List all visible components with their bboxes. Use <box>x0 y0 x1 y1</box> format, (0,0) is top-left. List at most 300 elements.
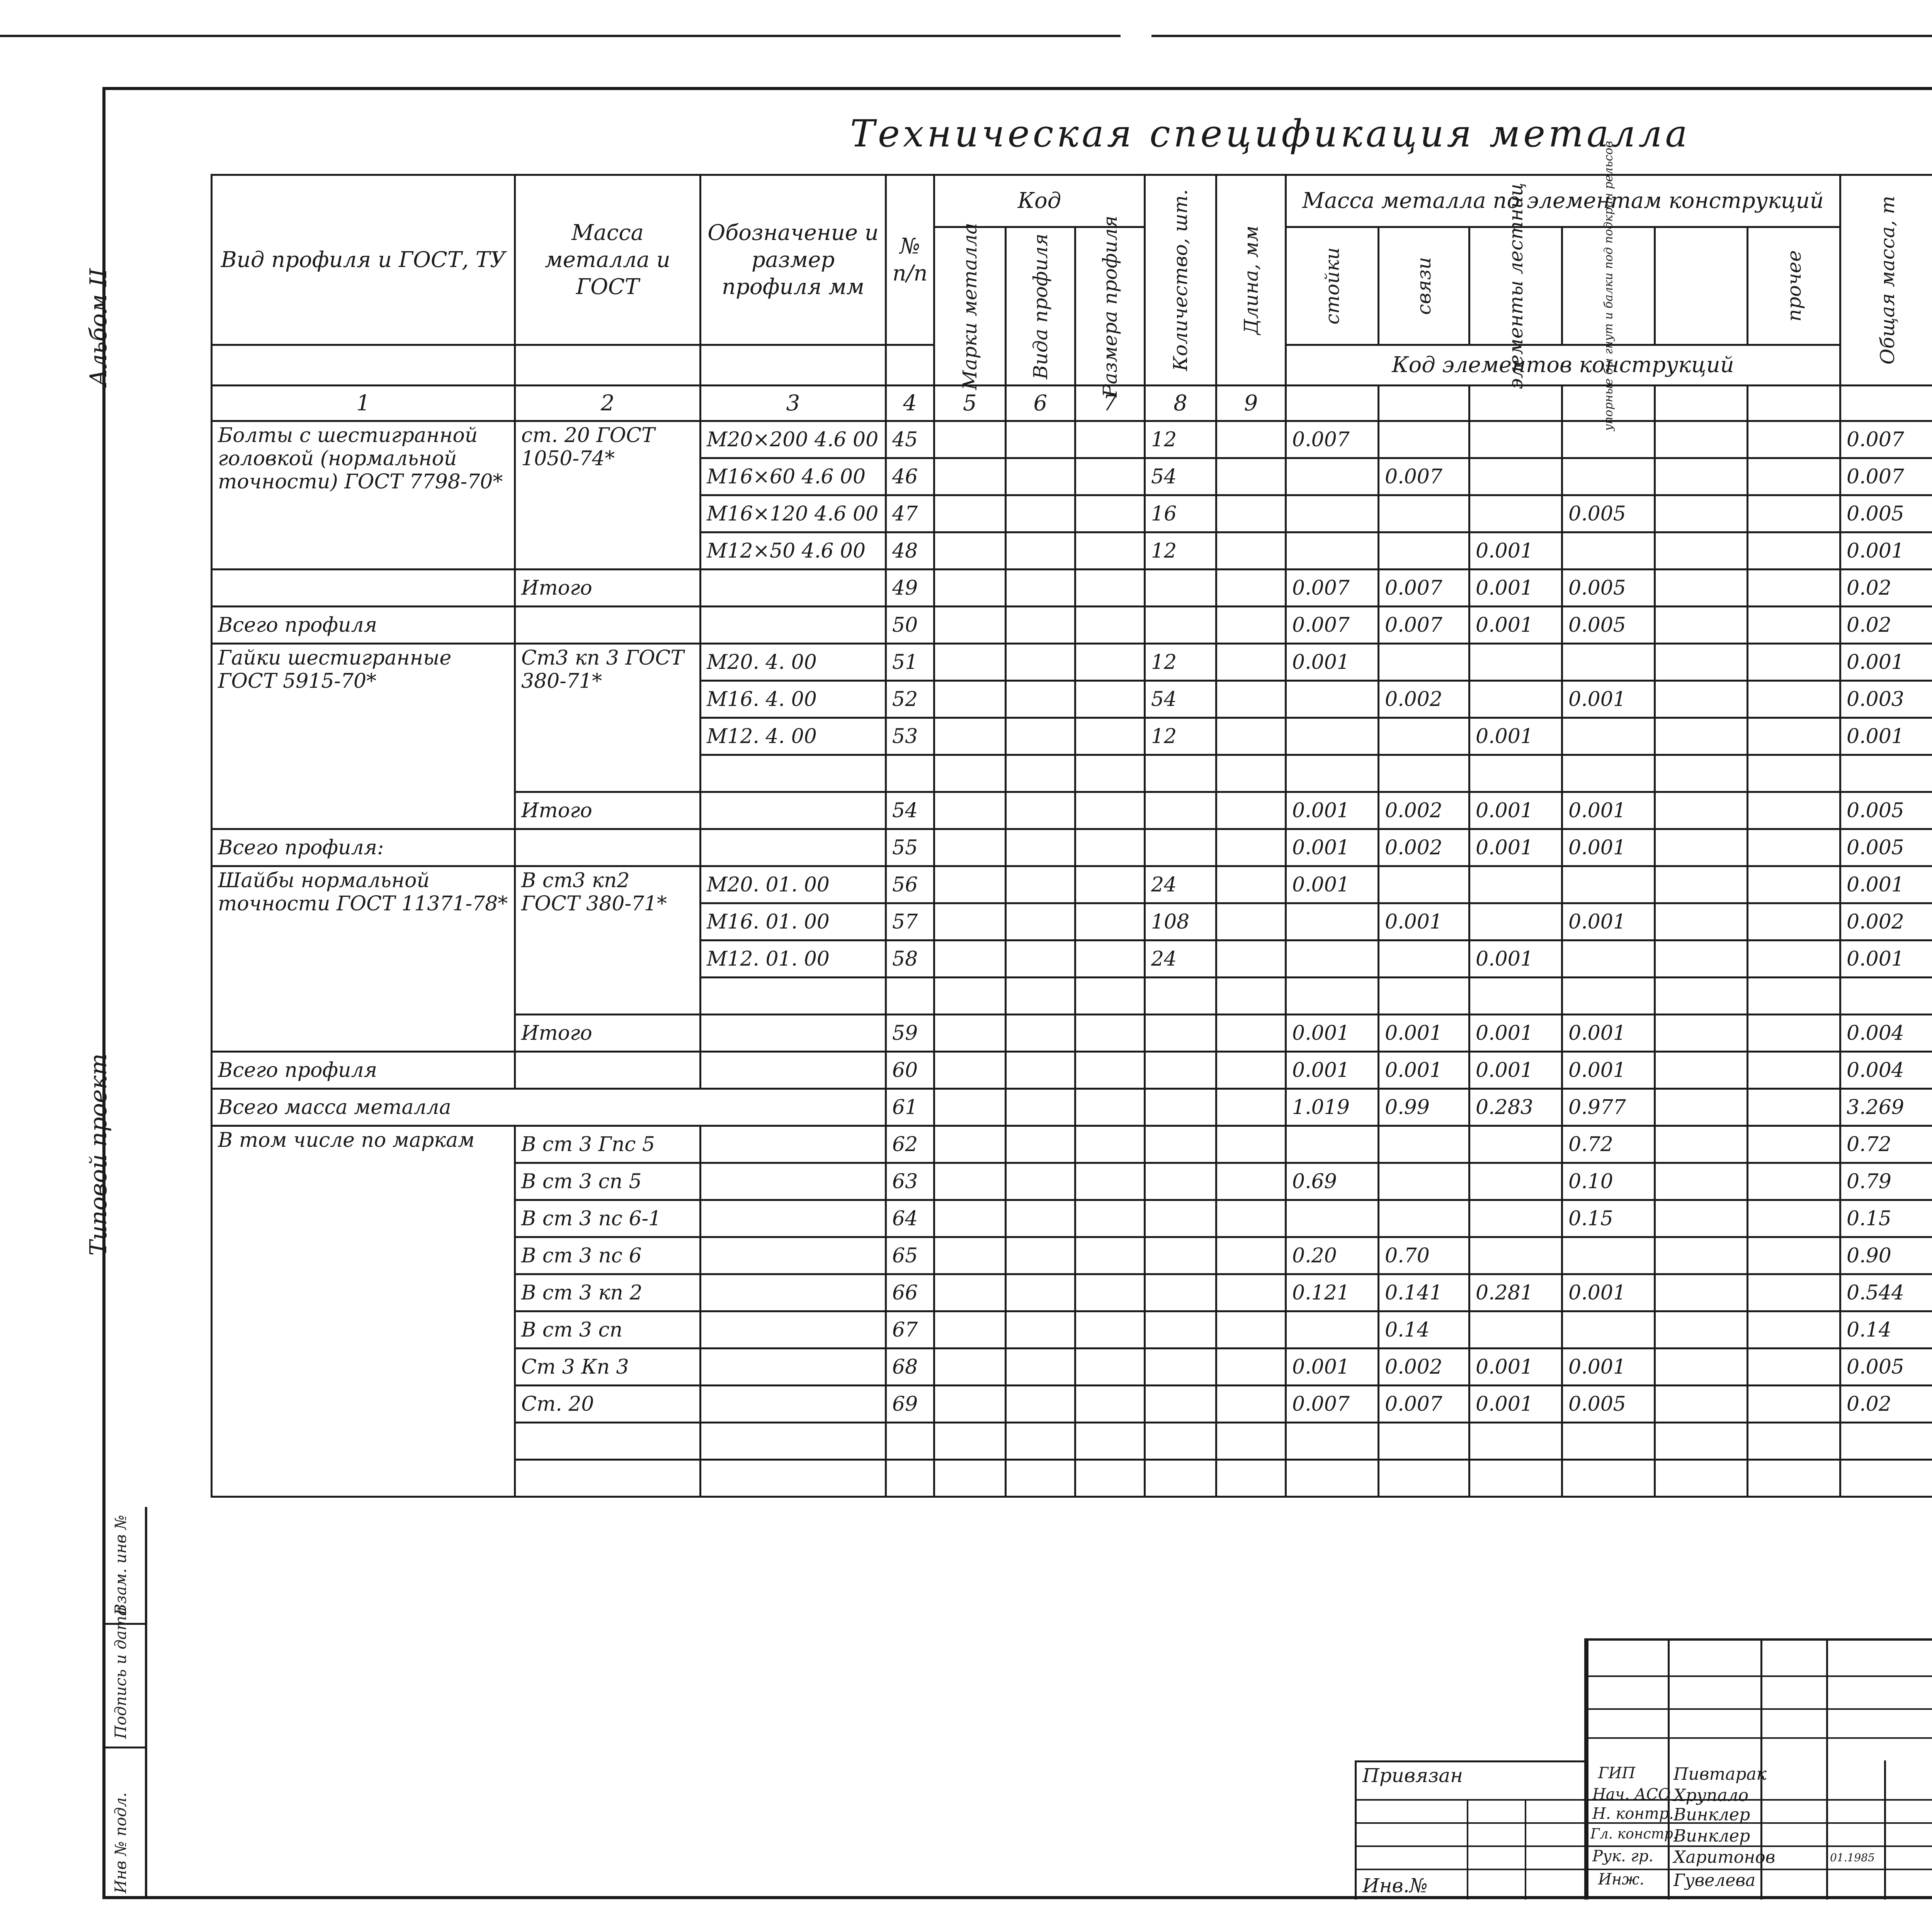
metal-grade-cell: Ст 3 Кп 3 <box>515 1349 701 1386</box>
code-metal-cell <box>934 458 1006 495</box>
mass-crane-cell: 0.001 <box>1562 1052 1655 1089</box>
mass-bracing-cell <box>1379 495 1469 532</box>
code-profile-cell <box>1006 421 1075 458</box>
mass-crane-cell: 0.005 <box>1562 1386 1655 1423</box>
row-number-cell: 45 <box>886 421 934 458</box>
code-profile-cell <box>1006 1237 1075 1274</box>
profile-description: Шайбы нормальной точности ГОСТ 11371-78* <box>212 866 515 1052</box>
header-quantity: Количество, шт. <box>1145 175 1216 386</box>
mass-bracing-cell <box>1379 532 1469 570</box>
length-cell <box>1216 421 1286 458</box>
colnum-1: 1 <box>212 386 515 421</box>
row-number-cell <box>886 1460 934 1497</box>
mass-other-cell <box>1748 607 1840 644</box>
mass-bracing-cell: 0.70 <box>1379 1237 1469 1274</box>
metal-grade-cell: В ст 3 сп <box>515 1311 701 1349</box>
album-label: Альбом II <box>85 268 112 386</box>
mass-bracing-cell: 0.007 <box>1379 1386 1469 1423</box>
code-profile-cell <box>1006 1423 1075 1460</box>
code-metal-cell <box>934 903 1006 940</box>
total-mass-cell: 0.004 <box>1840 1015 1932 1052</box>
quantity-cell <box>1145 1163 1216 1200</box>
quantity-cell <box>1145 1200 1216 1237</box>
code-profile-cell <box>1006 866 1075 903</box>
mass-other-cell <box>1748 1200 1840 1237</box>
mass-other-cell <box>1748 1386 1840 1423</box>
mass-columns-cell <box>1286 1460 1379 1497</box>
mass-bracing-cell <box>1379 1423 1469 1460</box>
row-number-cell: 63 <box>886 1163 934 1200</box>
mass-columns-cell <box>1286 755 1379 792</box>
code-metal-cell <box>934 1423 1006 1460</box>
quantity-cell <box>1145 792 1216 829</box>
mass-crane-cell: 0.72 <box>1562 1126 1655 1163</box>
header-code-metal-grade: Марки металла <box>934 227 1006 386</box>
code-size-cell <box>1075 866 1145 903</box>
name-3: Винклер <box>1673 1805 1750 1825</box>
length-cell <box>1216 1423 1286 1460</box>
mass-crane-cell <box>1562 718 1655 755</box>
name-4: Винклер <box>1673 1826 1750 1846</box>
row-number-cell: 67 <box>886 1311 934 1349</box>
code-metal-cell <box>934 718 1006 755</box>
mass-columns-cell <box>1286 903 1379 940</box>
code-size-cell <box>1075 1163 1145 1200</box>
code-size-cell <box>1075 532 1145 570</box>
mass-blank-cell <box>1655 755 1748 792</box>
length-cell <box>1216 718 1286 755</box>
code-profile-cell <box>1006 681 1075 718</box>
mass-other-cell <box>1748 1349 1840 1386</box>
designation-cell: М20. 01. 00 <box>701 866 886 903</box>
row-number-cell: 58 <box>886 940 934 978</box>
total-mass-cell: 0.544 <box>1840 1274 1932 1311</box>
mass-stairs-cell <box>1469 903 1562 940</box>
code-size-cell <box>1075 607 1145 644</box>
mass-bracing-cell: 0.99 <box>1379 1089 1469 1126</box>
mass-stairs-cell: 0.001 <box>1469 940 1562 978</box>
length-cell <box>1216 1311 1286 1349</box>
quantity-cell <box>1145 1126 1216 1163</box>
mass-other-cell <box>1748 570 1840 607</box>
mass-stairs-cell <box>1469 1126 1562 1163</box>
mass-stairs-cell: 0.001 <box>1469 792 1562 829</box>
mass-columns-cell: 0.001 <box>1286 644 1379 681</box>
length-cell <box>1216 1274 1286 1311</box>
code-metal-cell <box>934 570 1006 607</box>
header-profile-type: Вид профиля и ГОСТ, ТУ <box>212 175 515 345</box>
length-cell <box>1216 1089 1286 1126</box>
length-cell <box>1216 1200 1286 1237</box>
code-profile-cell <box>1006 1163 1075 1200</box>
mass-other-cell <box>1748 978 1840 1015</box>
mass-stairs-cell: 0.001 <box>1469 532 1562 570</box>
mass-stairs-cell <box>1469 866 1562 903</box>
code-size-cell <box>1075 1200 1145 1237</box>
metal-grade-cell: Итого <box>515 792 701 829</box>
designation-cell <box>701 829 886 866</box>
mass-crane-cell: 0.001 <box>1562 1274 1655 1311</box>
mass-columns-cell: 0.001 <box>1286 792 1379 829</box>
colnum-4: 4 <box>886 386 934 421</box>
mass-other-cell <box>1748 1460 1840 1497</box>
code-size-cell <box>1075 792 1145 829</box>
profile-cell <box>212 570 515 607</box>
designation-cell: М16×60 4.6 00 <box>701 458 886 495</box>
row-number-cell: 49 <box>886 570 934 607</box>
table-row <box>212 1089 1932 1126</box>
length-cell <box>1216 681 1286 718</box>
mass-blank-cell <box>1655 1386 1748 1423</box>
mass-bracing-cell <box>1379 866 1469 903</box>
mass-columns-cell: 0.001 <box>1286 829 1379 866</box>
quantity-cell <box>1145 1274 1216 1311</box>
spec-table <box>211 141 1932 1498</box>
mass-crane-cell: 0.001 <box>1562 1349 1655 1386</box>
table-row <box>212 570 1932 607</box>
code-profile-cell <box>1006 1460 1075 1497</box>
code-size-cell <box>1075 681 1145 718</box>
mass-blank-cell <box>1655 1126 1748 1163</box>
mass-columns-cell: 0.001 <box>1286 1052 1379 1089</box>
mass-bracing-cell <box>1379 1460 1469 1497</box>
length-cell <box>1216 755 1286 792</box>
name-5: Харитонов <box>1673 1847 1776 1867</box>
header-mass-by-elements: Масса металла по элементам конструкций <box>1286 175 1840 227</box>
mass-other-cell <box>1748 1163 1840 1200</box>
mass-stairs-cell: 0.001 <box>1469 1386 1562 1423</box>
header-code: Код <box>934 175 1145 227</box>
colnum-9: 9 <box>1216 386 1286 421</box>
designation-cell <box>701 1311 886 1349</box>
mass-other-cell <box>1748 829 1840 866</box>
code-profile-cell <box>1006 755 1075 792</box>
mass-columns-cell: 1.019 <box>1286 1089 1379 1126</box>
code-profile-cell <box>1006 940 1075 978</box>
mass-blank-cell <box>1655 681 1748 718</box>
mass-stairs-cell <box>1469 458 1562 495</box>
mass-blank-cell <box>1655 1311 1748 1349</box>
code-profile-cell <box>1006 1126 1075 1163</box>
role-1: ГИП <box>1598 1764 1636 1782</box>
profile-description: Гайки шестигранные ГОСТ 5915-70* <box>212 644 515 829</box>
total-mass-cell: 0.003 <box>1840 681 1932 718</box>
colnum-7: 7 <box>1075 386 1145 421</box>
mass-columns-cell <box>1286 1311 1379 1349</box>
designation-cell <box>701 1386 886 1423</box>
total-mass-cell: 0.005 <box>1840 829 1932 866</box>
code-metal-cell <box>934 1126 1006 1163</box>
metal-grade-cell: В ст 3 пс 6-1 <box>515 1200 701 1237</box>
sign-date: 01.1985 <box>1830 1851 1875 1864</box>
total-label: Всего профиля <box>212 607 515 644</box>
colnum-2: 2 <box>515 386 701 421</box>
mass-crane-cell <box>1562 1423 1655 1460</box>
mass-other-cell <box>1748 532 1840 570</box>
mass-blank-cell <box>1655 718 1748 755</box>
length-cell <box>1216 792 1286 829</box>
code-profile-cell <box>1006 1349 1075 1386</box>
total-mass-cell: 0.002 <box>1840 903 1932 940</box>
total-mass-cell: 0.79 <box>1840 1163 1932 1200</box>
code-profile-cell <box>1006 829 1075 866</box>
code-profile-cell <box>1006 607 1075 644</box>
quantity-cell <box>1145 1311 1216 1349</box>
metal-grade-cell: Итого <box>515 1015 701 1052</box>
stamp-signature: Подпись и дата <box>112 1606 130 1739</box>
mass-stairs-cell <box>1469 644 1562 681</box>
row-number-cell: 68 <box>886 1349 934 1386</box>
mass-stairs-cell: 0.001 <box>1469 607 1562 644</box>
mass-other-cell <box>1748 458 1840 495</box>
quantity-cell <box>1145 607 1216 644</box>
mass-other-cell <box>1748 1274 1840 1311</box>
mass-crane-cell <box>1562 644 1655 681</box>
total-mass-cell: 3.269 <box>1840 1089 1932 1126</box>
designation-cell: М12×50 4.6 00 <box>701 532 886 570</box>
quantity-cell: 12 <box>1145 718 1216 755</box>
code-profile-cell <box>1006 718 1075 755</box>
metal-grade-cell: Итого <box>515 570 701 607</box>
mass-blank-cell <box>1655 458 1748 495</box>
quantity-cell: 54 <box>1145 458 1216 495</box>
code-profile-cell <box>1006 1274 1075 1311</box>
mass-other-cell <box>1748 1311 1840 1349</box>
code-metal-cell <box>934 1386 1006 1423</box>
quantity-cell: 24 <box>1145 940 1216 978</box>
mass-crane-cell: 0.001 <box>1562 903 1655 940</box>
mass-stairs-cell <box>1469 1423 1562 1460</box>
designation-cell <box>701 978 886 1015</box>
row-number-cell: 55 <box>886 829 934 866</box>
total-mass-cell: 0.02 <box>1840 607 1932 644</box>
header-el-bracing: связи <box>1379 227 1469 345</box>
mass-other-cell <box>1748 792 1840 829</box>
mass-crane-cell <box>1562 978 1655 1015</box>
length-cell <box>1216 495 1286 532</box>
quantity-cell <box>1145 1460 1216 1497</box>
mass-other-cell <box>1748 421 1840 458</box>
mass-crane-cell: 0.005 <box>1562 607 1655 644</box>
mass-bracing-cell <box>1379 421 1469 458</box>
mass-crane-cell <box>1562 1311 1655 1349</box>
header-code-profile-type: Вида профиля <box>1006 227 1075 386</box>
header-el-columns: стойки <box>1286 227 1379 345</box>
total-mass-cell: 0.15 <box>1840 1200 1932 1237</box>
total-mass-cell: 0.007 <box>1840 421 1932 458</box>
profile-description: В том числе по маркам <box>212 1126 515 1497</box>
code-metal-cell <box>934 1163 1006 1200</box>
mass-other-cell <box>1748 1052 1840 1089</box>
code-size-cell <box>1075 1311 1145 1349</box>
mass-blank-cell <box>1655 644 1748 681</box>
table-row <box>212 607 1932 644</box>
code-metal-cell <box>934 532 1006 570</box>
mass-stairs-cell: 0.001 <box>1469 1015 1562 1052</box>
designation-cell: М20. 4. 00 <box>701 644 886 681</box>
mass-other-cell <box>1748 1237 1840 1274</box>
mass-stairs-cell <box>1469 1163 1562 1200</box>
code-size-cell <box>1075 1423 1145 1460</box>
row-number-cell: 48 <box>886 532 934 570</box>
mass-stairs-cell: 0.001 <box>1469 1349 1562 1386</box>
row-number-cell: 50 <box>886 607 934 644</box>
row-number-cell: 62 <box>886 1126 934 1163</box>
designation-cell <box>701 1163 886 1200</box>
designation-cell: М16. 4. 00 <box>701 681 886 718</box>
length-cell <box>1216 1163 1286 1200</box>
total-mass-cell: 0.90 <box>1840 1237 1932 1274</box>
mass-columns-cell <box>1286 1423 1379 1460</box>
name-1: Пивтарак <box>1673 1764 1767 1784</box>
code-size-cell <box>1075 458 1145 495</box>
row-number-cell: 47 <box>886 495 934 532</box>
quantity-cell <box>1145 1237 1216 1274</box>
row-number-cell: 57 <box>886 903 934 940</box>
mass-bracing-cell <box>1379 1163 1469 1200</box>
metal-grade-cell <box>515 1052 701 1089</box>
length-cell <box>1216 1349 1286 1386</box>
mass-bracing-cell: 0.001 <box>1379 1052 1469 1089</box>
colnum-3: 3 <box>701 386 886 421</box>
code-profile-cell <box>1006 458 1075 495</box>
mass-columns-cell <box>1286 458 1379 495</box>
role-3: Н. контр. <box>1592 1805 1674 1823</box>
code-profile-cell <box>1006 978 1075 1015</box>
total-label: Всего масса металла <box>212 1089 886 1126</box>
code-metal-cell <box>934 421 1006 458</box>
total-mass-cell <box>1840 1423 1932 1460</box>
code-metal-cell <box>934 644 1006 681</box>
designation-cell <box>701 1126 886 1163</box>
code-size-cell <box>1075 755 1145 792</box>
metal-grade-cell: Ст. 20 <box>515 1386 701 1423</box>
quantity-cell: 108 <box>1145 903 1216 940</box>
mass-columns-cell: 0.69 <box>1286 1163 1379 1200</box>
code-metal-cell <box>934 755 1006 792</box>
column-number-row <box>212 386 1932 421</box>
quantity-cell <box>1145 1386 1216 1423</box>
header-designation: Обозначение и размер профиля мм <box>701 175 886 345</box>
row-number-cell: 59 <box>886 1015 934 1052</box>
code-profile-cell <box>1006 495 1075 532</box>
top-rule-right <box>1151 35 1932 37</box>
mass-blank-cell <box>1655 1274 1748 1311</box>
mass-crane-cell: 0.15 <box>1562 1200 1655 1237</box>
total-mass-cell: 0.005 <box>1840 1349 1932 1386</box>
mass-stairs-cell <box>1469 755 1562 792</box>
approval-stamp <box>102 1507 147 1899</box>
designation-cell <box>701 1015 886 1052</box>
mass-blank-cell <box>1655 1460 1748 1497</box>
mass-stairs-cell: 0.001 <box>1469 1052 1562 1089</box>
mass-stairs-cell <box>1469 495 1562 532</box>
total-mass-cell <box>1840 1460 1932 1497</box>
mass-columns-cell <box>1286 681 1379 718</box>
mass-crane-cell <box>1562 532 1655 570</box>
mass-blank-cell <box>1655 940 1748 978</box>
quantity-cell: 12 <box>1145 644 1216 681</box>
designation-cell <box>701 1423 886 1460</box>
code-profile-cell <box>1006 644 1075 681</box>
metal-grade-cell: В ст 3 Гпс 5 <box>515 1126 701 1163</box>
mass-crane-cell <box>1562 1460 1655 1497</box>
mass-other-cell <box>1748 1089 1840 1126</box>
mass-bracing-cell: 0.007 <box>1379 458 1469 495</box>
quantity-cell: 16 <box>1145 495 1216 532</box>
mass-stairs-cell <box>1469 1311 1562 1349</box>
row-number-cell: 52 <box>886 681 934 718</box>
header-el-stairs: элементы лестниц <box>1469 227 1562 345</box>
header-length: Длина, мм <box>1216 175 1286 386</box>
designation-cell <box>701 1237 886 1274</box>
code-size-cell <box>1075 940 1145 978</box>
mass-bracing-cell: 0.007 <box>1379 607 1469 644</box>
mass-stairs-cell: 0.001 <box>1469 718 1562 755</box>
header-total-mass: Общая масса, т <box>1840 175 1932 386</box>
mass-stairs-cell <box>1469 1460 1562 1497</box>
total-mass-cell: 0.005 <box>1840 792 1932 829</box>
header-el-other: прочее <box>1748 227 1840 345</box>
mass-blank-cell <box>1655 1423 1748 1460</box>
quantity-cell <box>1145 1015 1216 1052</box>
mass-columns-cell <box>1286 940 1379 978</box>
mass-bracing-cell: 0.002 <box>1379 1349 1469 1386</box>
mass-blank-cell <box>1655 570 1748 607</box>
designation-cell <box>701 607 886 644</box>
mass-crane-cell: 0.001 <box>1562 829 1655 866</box>
mass-columns-cell <box>1286 1126 1379 1163</box>
code-size-cell <box>1075 1052 1145 1089</box>
code-metal-cell <box>934 1052 1006 1089</box>
code-size-cell <box>1075 570 1145 607</box>
table-row <box>212 1126 1932 1163</box>
role-2: Нач. АСО <box>1592 1786 1671 1803</box>
mass-blank-cell <box>1655 1349 1748 1386</box>
length-cell <box>1216 866 1286 903</box>
mass-blank-cell <box>1655 1237 1748 1274</box>
mass-columns-cell: 0.20 <box>1286 1237 1379 1274</box>
total-mass-cell: 0.72 <box>1840 1126 1932 1163</box>
row-number-cell <box>886 978 934 1015</box>
table-row <box>212 421 1932 458</box>
table-row <box>212 1052 1932 1089</box>
code-size-cell <box>1075 1089 1145 1126</box>
mass-crane-cell: 0.001 <box>1562 681 1655 718</box>
code-profile-cell <box>1006 1089 1075 1126</box>
page-title: Техническая спецификация металла <box>850 112 1690 155</box>
table-row <box>212 866 1932 903</box>
quantity-cell: 12 <box>1145 421 1216 458</box>
mass-bracing-cell <box>1379 1126 1469 1163</box>
mass-crane-cell <box>1562 940 1655 978</box>
row-number-cell <box>886 1423 934 1460</box>
mass-bracing-cell <box>1379 1200 1469 1237</box>
code-size-cell <box>1075 1015 1145 1052</box>
row-number-cell: 51 <box>886 644 934 681</box>
metal-grade-cell <box>515 1460 701 1497</box>
code-profile-cell <box>1006 903 1075 940</box>
metal-grade-cell <box>515 607 701 644</box>
mass-stairs-cell <box>1469 1237 1562 1274</box>
code-size-cell <box>1075 1237 1145 1274</box>
mass-columns-cell <box>1286 978 1379 1015</box>
mass-other-cell <box>1748 495 1840 532</box>
length-cell <box>1216 1015 1286 1052</box>
code-metal-cell <box>934 829 1006 866</box>
colnum-8: 8 <box>1145 386 1216 421</box>
designation-cell <box>701 1052 886 1089</box>
